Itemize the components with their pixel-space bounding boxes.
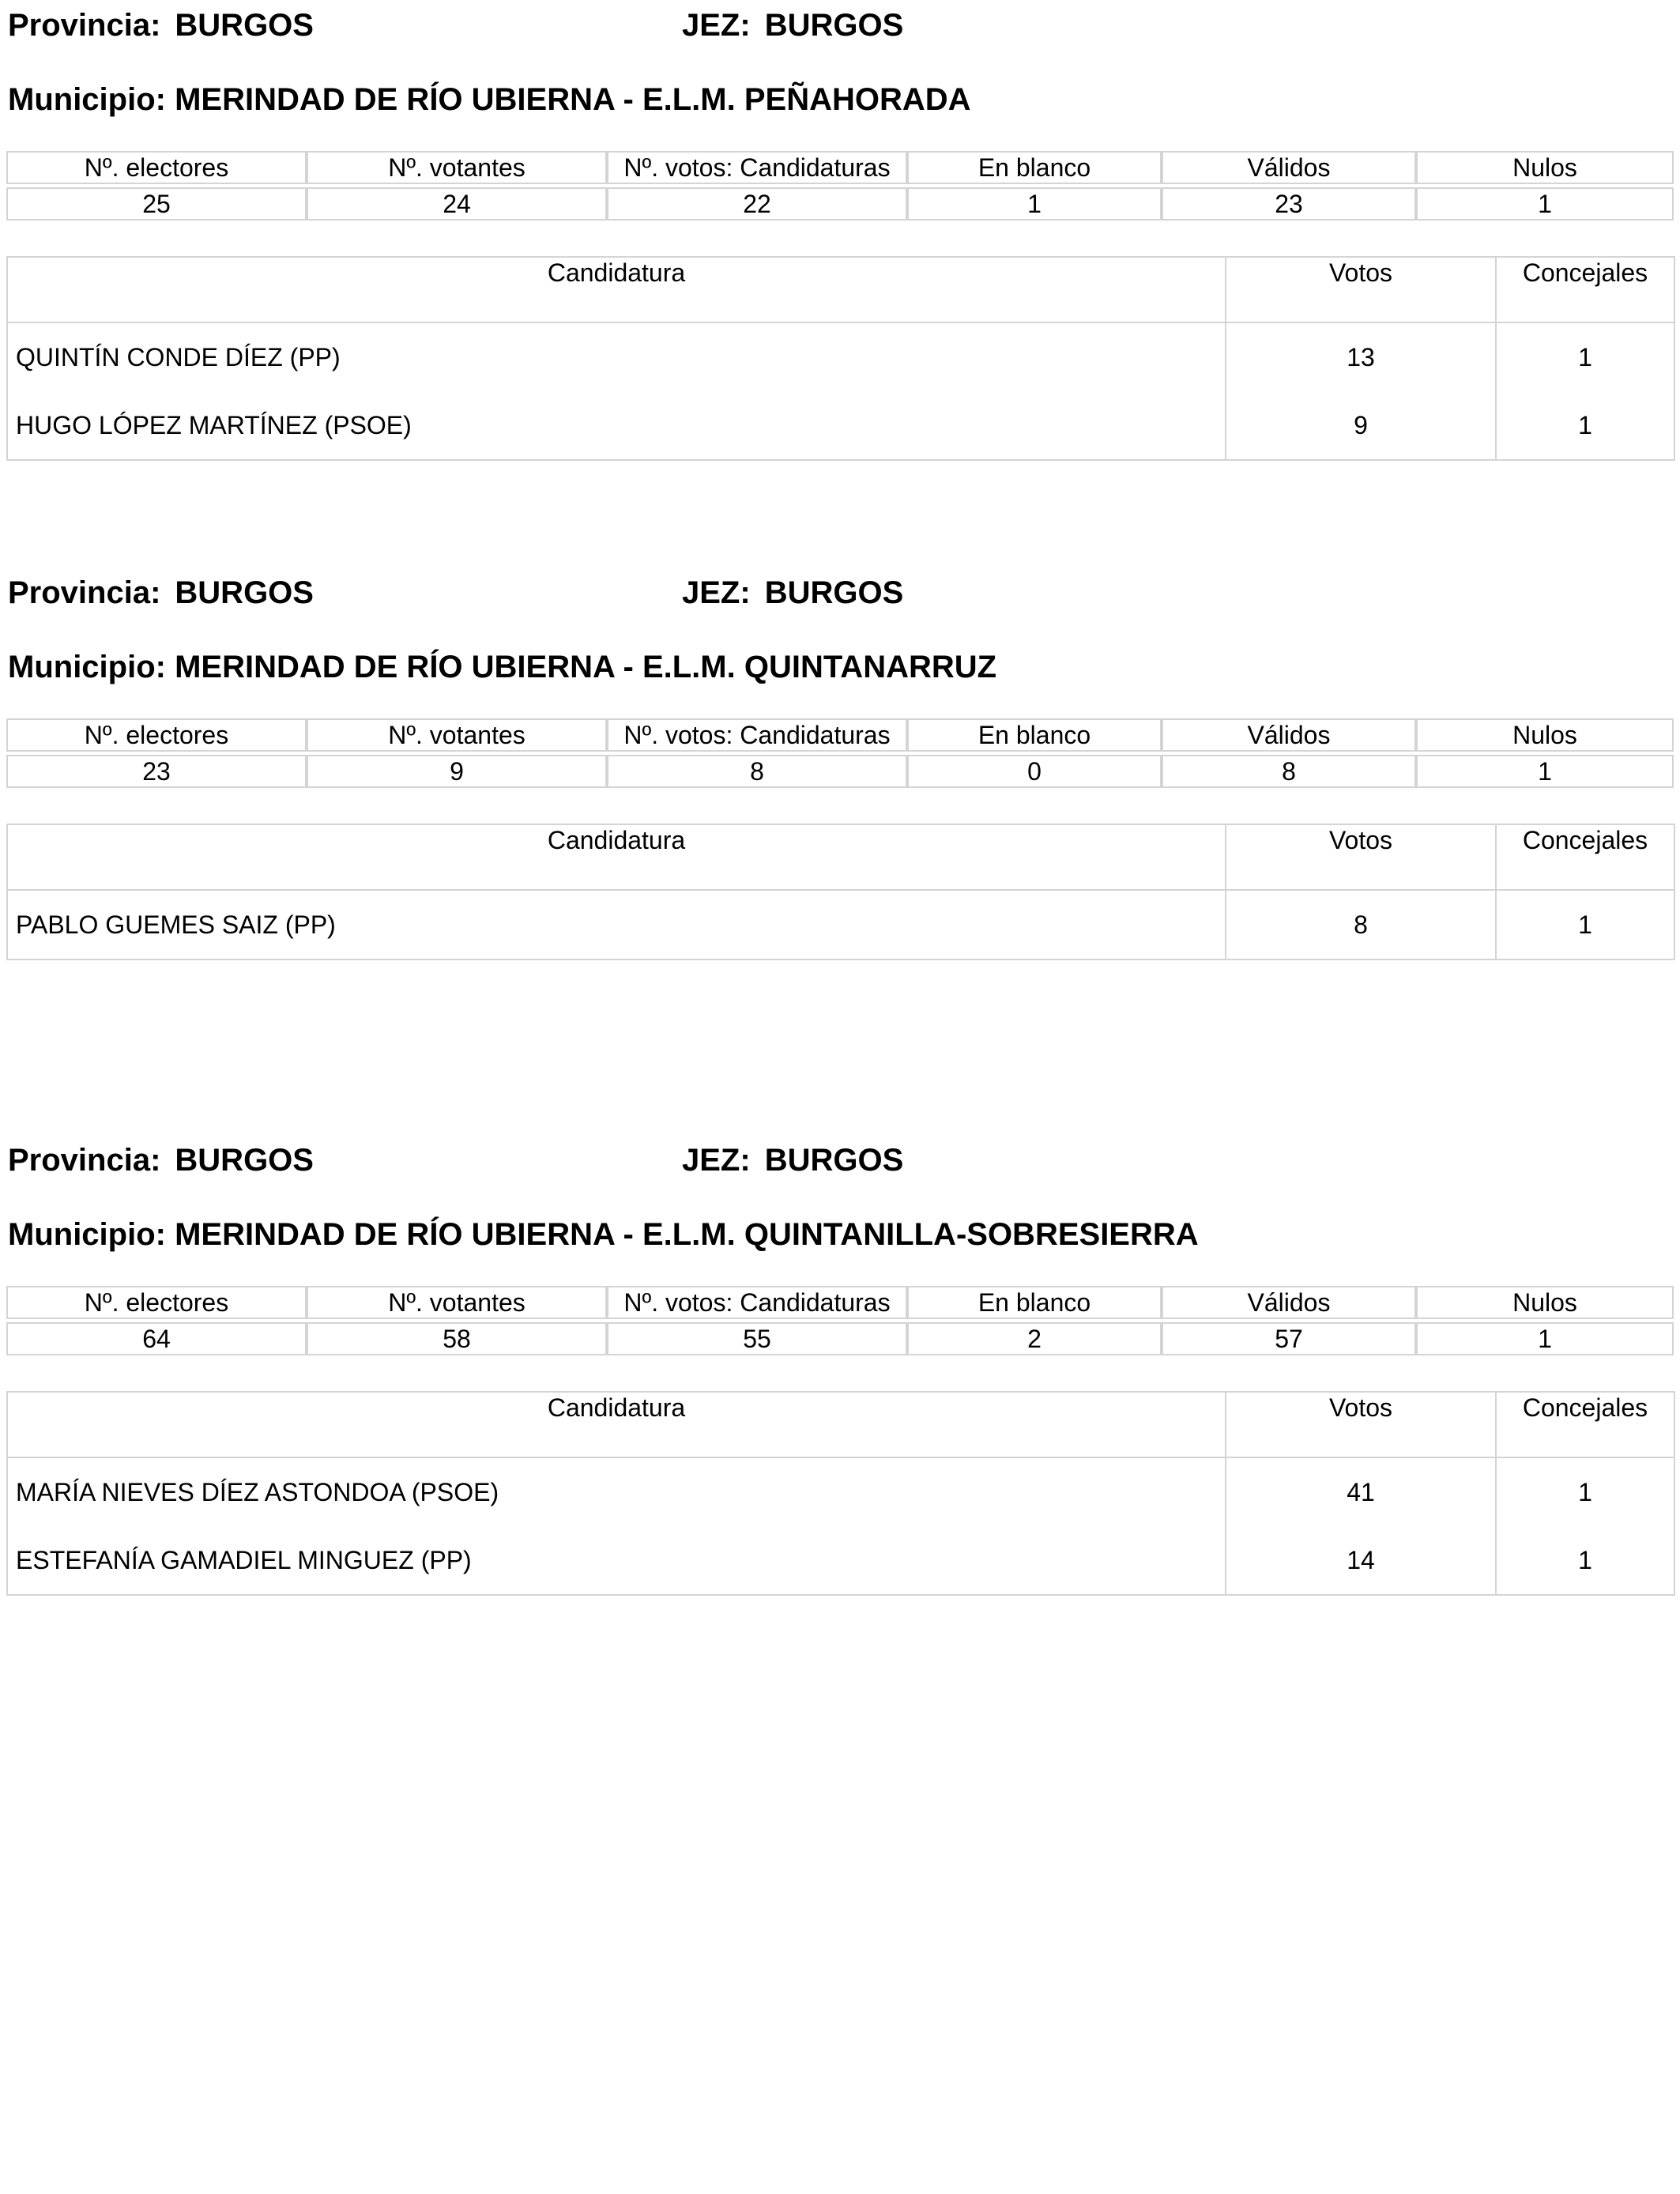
candidate-votos: 14 bbox=[1226, 1526, 1496, 1595]
header-votos: Votos bbox=[1226, 1392, 1496, 1457]
stats-value-votos-candidaturas: 8 bbox=[607, 755, 907, 788]
stats-header-electores: Nº. electores bbox=[6, 151, 307, 184]
municipio-value: MERINDAD DE RÍO UBIERNA - E.L.M. PEÑAHORADA bbox=[175, 82, 971, 117]
stats-value-validos: 57 bbox=[1162, 1322, 1416, 1355]
candidates-header-row bbox=[7, 824, 1674, 890]
municipio-value: MERINDAD DE RÍO UBIERNA - E.L.M. QUINTANARRUZ bbox=[175, 650, 997, 684]
stats-value-nulos: 1 bbox=[1416, 187, 1674, 221]
jez-line bbox=[682, 8, 903, 43]
candidate-votos: 41 bbox=[1226, 1457, 1496, 1526]
stats-table bbox=[6, 151, 1674, 221]
table-row bbox=[7, 1526, 1674, 1595]
stats-value-votos-candidaturas: 55 bbox=[607, 1322, 907, 1355]
stats-value-en-blanco: 1 bbox=[907, 187, 1162, 221]
municipio-line bbox=[8, 1217, 1199, 1253]
stats-header-row bbox=[6, 718, 1674, 752]
stats-value-row bbox=[6, 755, 1674, 788]
stats-header-en-blanco: En blanco bbox=[907, 151, 1162, 184]
candidate-name: PABLO GUEMES SAIZ (PP) bbox=[7, 890, 1226, 959]
provincia-label: Provincia: bbox=[8, 1143, 161, 1178]
stats-header-electores: Nº. electores bbox=[6, 1286, 307, 1319]
provincia-label: Provincia: bbox=[8, 8, 161, 43]
candidate-concejales: 1 bbox=[1496, 1457, 1674, 1526]
provincia-value: BURGOS bbox=[175, 8, 314, 43]
stats-header-row bbox=[6, 151, 1674, 184]
stats-header-row bbox=[6, 1286, 1674, 1319]
stats-header-electores: Nº. electores bbox=[6, 718, 307, 752]
jez-label: JEZ: bbox=[682, 575, 751, 610]
candidate-concejales: 1 bbox=[1496, 890, 1674, 959]
candidates-table bbox=[6, 824, 1675, 960]
result-section-quintanarruz bbox=[0, 567, 1680, 1081]
stats-header-votantes: Nº. votantes bbox=[307, 1286, 607, 1319]
provincia-label: Provincia: bbox=[8, 575, 161, 610]
header-concejales: Concejales bbox=[1496, 257, 1674, 322]
provincia-line bbox=[8, 8, 314, 43]
municipio-line bbox=[8, 650, 996, 685]
stats-value-electores: 23 bbox=[6, 755, 307, 788]
municipio-line bbox=[8, 82, 971, 118]
candidate-name: ESTEFANÍA GAMADIEL MINGUEZ (PP) bbox=[7, 1526, 1226, 1595]
result-section-quintanilla-sobresierra bbox=[0, 1135, 1680, 1649]
candidate-concejales: 1 bbox=[1496, 322, 1674, 391]
stats-value-nulos: 1 bbox=[1416, 755, 1674, 788]
header-concejales: Concejales bbox=[1496, 1392, 1674, 1457]
candidate-name: QUINTÍN CONDE DÍEZ (PP) bbox=[7, 322, 1226, 391]
jez-value: BURGOS bbox=[764, 8, 904, 43]
table-row bbox=[7, 322, 1674, 391]
stats-header-validos: Válidos bbox=[1162, 1286, 1416, 1319]
header-candidatura: Candidatura bbox=[7, 257, 1226, 322]
header-concejales: Concejales bbox=[1496, 824, 1674, 890]
stats-header-votantes: Nº. votantes bbox=[307, 151, 607, 184]
municipio-label: Municipio: bbox=[8, 1217, 166, 1252]
municipio-label: Municipio: bbox=[8, 82, 166, 117]
candidate-votos: 9 bbox=[1226, 391, 1496, 460]
header-votos: Votos bbox=[1226, 257, 1496, 322]
provincia-value: BURGOS bbox=[175, 1143, 314, 1178]
provincia-value: BURGOS bbox=[175, 575, 314, 610]
stats-header-nulos: Nulos bbox=[1416, 718, 1674, 752]
stats-header-votos-candidaturas: Nº. votos: Candidaturas bbox=[607, 1286, 907, 1319]
header-candidatura: Candidatura bbox=[7, 1392, 1226, 1457]
stats-value-electores: 25 bbox=[6, 187, 307, 221]
candidate-votos: 13 bbox=[1226, 322, 1496, 391]
stats-header-nulos: Nulos bbox=[1416, 1286, 1674, 1319]
candidate-name: MARÍA NIEVES DÍEZ ASTONDOA (PSOE) bbox=[7, 1457, 1226, 1526]
stats-table bbox=[6, 718, 1674, 788]
municipio-label: Municipio: bbox=[8, 650, 166, 684]
stats-value-nulos: 1 bbox=[1416, 1322, 1674, 1355]
candidates-header-row bbox=[7, 1392, 1674, 1457]
table-row bbox=[7, 1457, 1674, 1526]
stats-header-en-blanco: En blanco bbox=[907, 718, 1162, 752]
stats-header-votantes: Nº. votantes bbox=[307, 718, 607, 752]
provincia-line bbox=[8, 575, 314, 611]
stats-value-en-blanco: 2 bbox=[907, 1322, 1162, 1355]
stats-value-votantes: 24 bbox=[307, 187, 607, 221]
jez-value: BURGOS bbox=[764, 575, 904, 610]
jez-label: JEZ: bbox=[682, 1143, 751, 1178]
provincia-line bbox=[8, 1143, 314, 1178]
municipio-value: MERINDAD DE RÍO UBIERNA - E.L.M. QUINTANILLA-SOBRESIERRA bbox=[175, 1217, 1199, 1252]
candidates-header-row bbox=[7, 257, 1674, 322]
table-row bbox=[7, 391, 1674, 460]
stats-value-row bbox=[6, 1322, 1674, 1355]
result-section-penahorada bbox=[0, 0, 1680, 514]
candidate-concejales: 1 bbox=[1496, 391, 1674, 460]
header-votos: Votos bbox=[1226, 824, 1496, 890]
stats-value-votantes: 58 bbox=[307, 1322, 607, 1355]
jez-label: JEZ: bbox=[682, 8, 751, 43]
jez-line bbox=[682, 1143, 903, 1178]
header-candidatura: Candidatura bbox=[7, 824, 1226, 890]
candidate-name: HUGO LÓPEZ MARTÍNEZ (PSOE) bbox=[7, 391, 1226, 460]
candidates-table bbox=[6, 256, 1675, 461]
stats-value-votantes: 9 bbox=[307, 755, 607, 788]
stats-table bbox=[6, 1286, 1674, 1355]
stats-header-nulos: Nulos bbox=[1416, 151, 1674, 184]
candidate-concejales: 1 bbox=[1496, 1526, 1674, 1595]
stats-value-en-blanco: 0 bbox=[907, 755, 1162, 788]
stats-value-row bbox=[6, 187, 1674, 221]
stats-header-validos: Válidos bbox=[1162, 151, 1416, 184]
jez-line bbox=[682, 575, 903, 611]
candidates-table bbox=[6, 1391, 1675, 1596]
candidate-votos: 8 bbox=[1226, 890, 1496, 959]
jez-value: BURGOS bbox=[764, 1143, 904, 1178]
stats-value-validos: 23 bbox=[1162, 187, 1416, 221]
stats-header-en-blanco: En blanco bbox=[907, 1286, 1162, 1319]
stats-value-votos-candidaturas: 22 bbox=[607, 187, 907, 221]
stats-value-electores: 64 bbox=[6, 1322, 307, 1355]
stats-value-validos: 8 bbox=[1162, 755, 1416, 788]
stats-header-votos-candidaturas: Nº. votos: Candidaturas bbox=[607, 718, 907, 752]
stats-header-votos-candidaturas: Nº. votos: Candidaturas bbox=[607, 151, 907, 184]
stats-header-validos: Válidos bbox=[1162, 718, 1416, 752]
table-row bbox=[7, 890, 1674, 959]
